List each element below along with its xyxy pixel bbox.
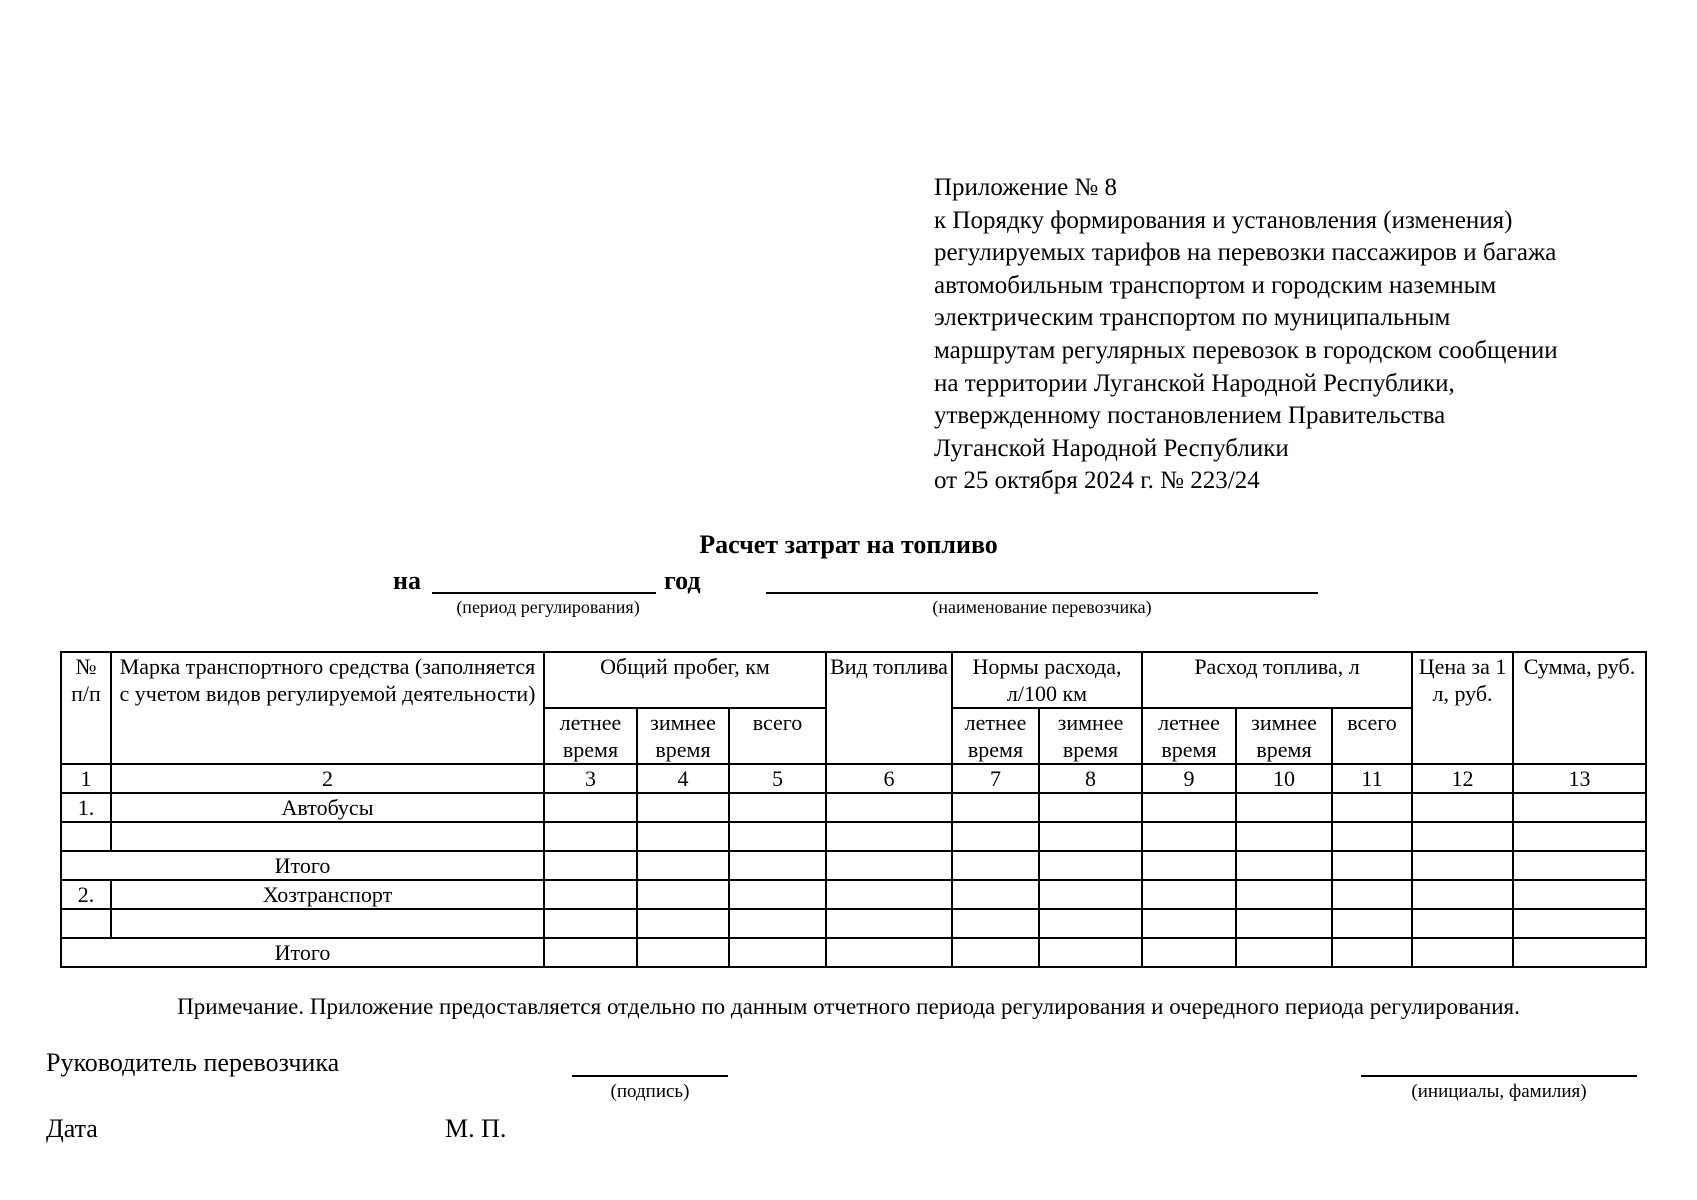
table-row-service-transport [61,880,1646,909]
table-cell[interactable] [1142,793,1236,822]
table-cell[interactable] [952,822,1039,851]
table-cell[interactable] [1236,822,1332,851]
table-cell[interactable] [544,938,637,967]
table-cell[interactable] [544,793,637,822]
table-cell[interactable] [1039,851,1142,880]
column-number: 2 [111,764,544,793]
table-cell[interactable] [1412,938,1513,967]
total-label: Итого [61,938,544,967]
table-cell[interactable] [1039,938,1142,967]
row-number: 1. [61,793,111,822]
subheader-summer: летнее время [1142,708,1236,764]
year-label: год [664,566,701,595]
table-cell[interactable] [111,822,544,851]
table-cell[interactable] [1332,909,1412,938]
table-row-buses [61,793,1646,822]
table-cell[interactable] [1142,909,1236,938]
table-cell[interactable] [1236,793,1332,822]
table-cell[interactable] [1332,938,1412,967]
row-number: 2. [61,880,111,909]
signature-caption: (подпись) [610,1081,690,1102]
appendix-header [934,172,1558,498]
table-cell[interactable] [637,851,729,880]
column-number: 13 [1513,764,1646,793]
table-cell[interactable] [729,909,826,938]
column-number: 9 [1142,764,1236,793]
carrier-caption: (наименование перевозчика) [932,597,1152,617]
table-cell[interactable] [1236,851,1332,880]
header-price: Цена за 1 л, руб. [1412,652,1513,764]
column-number: 7 [952,764,1039,793]
header-sum: Сумма, руб. [1513,652,1646,764]
table-cell[interactable] [729,822,826,851]
table-cell[interactable] [1332,880,1412,909]
table-cell[interactable] [1332,793,1412,822]
header-num: № п/п [61,652,111,764]
column-number: 11 [1332,764,1412,793]
table-cell[interactable] [637,793,729,822]
subheader-total: всего [1332,708,1412,764]
table-cell[interactable] [826,793,952,822]
initials-caption: (инициалы, фамилия) [1411,1081,1587,1102]
table-cell[interactable] [952,909,1039,938]
table-cell[interactable] [1236,880,1332,909]
subheader-total: всего [729,708,826,764]
date-label: Дата [46,1114,98,1143]
appendix-line: Луганской Народной Республики [934,434,1289,462]
table-cell[interactable] [1412,793,1513,822]
header-brand: Марка транспортного средства (заполняется с учетом видов регулируемой деятельности) [111,652,544,764]
table-cell[interactable] [1142,851,1236,880]
note-text: Примечание. Приложение предоставляется отдельно по данным отчетного периода регулирования и очередного периода регулирования. [177,994,1520,1019]
table-cell[interactable] [1412,851,1513,880]
appendix-line: на территории Луганской Народной Республики, [934,369,1455,397]
stamp-label: М. П. [445,1114,507,1143]
table-cell[interactable] [729,938,826,967]
table-cell[interactable] [952,938,1039,967]
table-cell[interactable] [1513,822,1646,851]
period-caption: (период регулирования) [456,597,640,617]
form-title: Расчет затрат на топливо [699,530,998,559]
header-fuel-type: Вид топлива [826,652,952,764]
appendix-line: утвержденному постановлением Правительства [934,402,1446,430]
subheader-winter: зимнее время [637,708,729,764]
table-cell[interactable] [637,938,729,967]
appendix-line: регулируемых тарифов на перевозки пассажиров и багажа [934,239,1557,267]
column-number: 5 [729,764,826,793]
appendix-line: Приложение № 8 [934,174,1118,201]
table-cell[interactable] [729,880,826,909]
table-cell[interactable] [1039,909,1142,938]
table-cell[interactable] [1513,851,1646,880]
header-row [61,652,1646,708]
table-cell[interactable] [637,909,729,938]
table-cell[interactable] [1039,793,1142,822]
table-cell[interactable] [826,938,952,967]
table-cell[interactable] [952,880,1039,909]
column-number: 6 [826,764,952,793]
table-cell[interactable] [952,793,1039,822]
table-cell[interactable] [544,909,637,938]
subheader-summer: летнее время [952,708,1039,764]
table-cell[interactable] [1142,880,1236,909]
row-name: Автобусы [111,793,544,822]
table-cell[interactable] [1412,909,1513,938]
fuel-cost-table [60,651,1647,968]
row-name: Хозтранспорт [111,880,544,909]
table-cell[interactable] [1513,909,1646,938]
subheader-winter: зимнее время [1039,708,1142,764]
column-number: 3 [544,764,637,793]
table-cell[interactable] [544,851,637,880]
initials-field[interactable] [1361,1047,1637,1077]
table-cell[interactable] [1332,851,1412,880]
table-cell[interactable] [1513,938,1646,967]
appendix-line: к Порядку формирования и установления (изменения) [934,206,1513,234]
appendix-line: маршрутам регулярных перевозок в городском сообщении [934,336,1558,364]
table-cell[interactable] [1142,822,1236,851]
subheader-winter: зимнее время [1236,708,1332,764]
table-cell[interactable] [61,822,111,851]
header-norms: Нормы расхода, л/100 км [952,652,1142,708]
column-number-row [61,764,1646,793]
column-number: 4 [637,764,729,793]
table-cell[interactable] [111,909,544,938]
table-cell[interactable] [826,822,952,851]
total-label: Итого [61,851,544,880]
table-cell[interactable] [1039,822,1142,851]
carrier-name-field[interactable] [766,566,1318,594]
table-cell[interactable] [544,880,637,909]
period-field[interactable] [432,566,656,594]
signature-field[interactable] [572,1047,728,1077]
table-cell[interactable] [61,909,111,938]
table-cell[interactable] [826,909,952,938]
appendix-line: от 25 октября 2024 г. № 223/24 [934,467,1260,495]
table-cell[interactable] [952,851,1039,880]
column-number: 1 [61,764,111,793]
column-number: 12 [1412,764,1513,793]
table-cell[interactable] [826,851,952,880]
table-cell[interactable] [1142,938,1236,967]
na-label: на [393,566,421,595]
column-number: 10 [1236,764,1332,793]
table-cell[interactable] [544,822,637,851]
header-mileage: Общий пробег, км [544,652,826,708]
table-cell[interactable] [1412,822,1513,851]
head-label: Руководитель перевозчика [46,1048,340,1077]
table-cell[interactable] [637,880,729,909]
table-cell[interactable] [1513,793,1646,822]
table-cell[interactable] [729,851,826,880]
table-cell[interactable] [826,880,952,909]
table-row-total [61,851,1646,880]
table-cell[interactable] [1039,880,1142,909]
subheader-summer: летнее время [544,708,637,764]
header-consumption: Расход топлива, л [1142,652,1412,708]
appendix-line: электрическим транспортом по муниципальным [934,304,1451,332]
table-cell[interactable] [1236,909,1332,938]
table-cell[interactable] [1236,938,1332,967]
column-number: 8 [1039,764,1142,793]
table-row-total [61,938,1646,967]
table-cell[interactable] [1412,880,1513,909]
table-cell[interactable] [729,793,826,822]
table-row-empty [61,822,1646,851]
table-cell[interactable] [1513,880,1646,909]
table-row-empty [61,909,1646,938]
appendix-line: автомобильным транспортом и городским наземным [934,271,1497,299]
table-cell[interactable] [637,822,729,851]
table-cell[interactable] [1332,822,1412,851]
